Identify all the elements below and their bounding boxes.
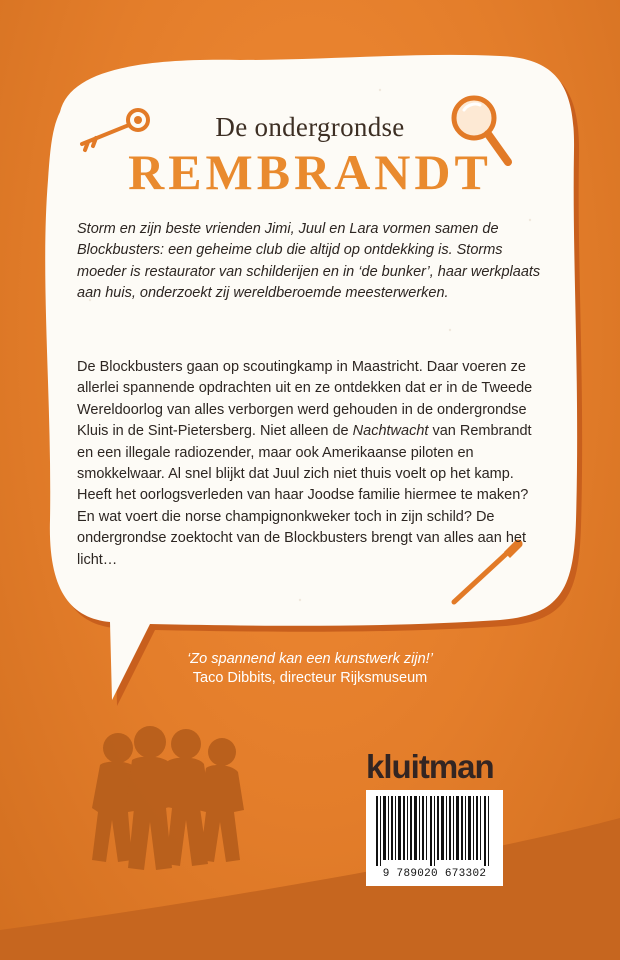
synopsis-text-2: van Rembrandt en een illegale radiozender, maar ook Amerikaanse piloten en smokkelwaar. Al snel blijkt dat Juul zich niet thuis voelt op het kamp. Heeft het oorlogsverleden van haar Joodse familie hiermee te maken? En wat voert die norse champignonkweker toch in zijn schild? De ondergrondse zoektocht van de Blockbusters brengt van alles aan het licht… <box>77 423 532 568</box>
synopsis-text-1: De Blockbusters gaan op scoutingkamp in Maastricht. Daar voeren ze allerlei spannende opdrachten uit en ze ontdekken dat er in de Tweede Wereldoorlog van alles verborgen werd gehouden in de ondergrondse Kluis in de Sint-Pietersberg. Niet alleen de <box>77 359 533 440</box>
title-main: REMBRANDT <box>128 144 492 200</box>
barcode-bars <box>366 790 503 868</box>
publisher-logo: kluitman <box>366 748 494 785</box>
isbn-barcode <box>366 790 503 886</box>
intro-paragraph: Storm en zijn beste vrienden Jimi, Juul en Lara vormen samen de Blockbusters: een geheime club die altijd op ontdekking is. Storms moeder is restaurator van schilderijen en in ‘de bunker’, haar werkplaats aan huis, onderzoekt zij wereldberoemde meesterwerken. <box>77 221 541 302</box>
children-silhouette <box>92 726 244 870</box>
title-subtitle: De ondergrondse <box>215 112 405 142</box>
quote-text: ‘Zo spannend kan een kunstwerk zijn!’ <box>187 651 433 667</box>
quote-author: Taco Dibbits, directeur Rijksmuseum <box>192 670 428 686</box>
ground-hill <box>0 818 620 960</box>
synopsis-italic-title: Nachtwacht <box>352 423 429 440</box>
isbn-number: 9 789020 673302 <box>382 868 487 880</box>
synopsis-paragraph <box>77 357 547 571</box>
review-quote <box>160 650 460 688</box>
